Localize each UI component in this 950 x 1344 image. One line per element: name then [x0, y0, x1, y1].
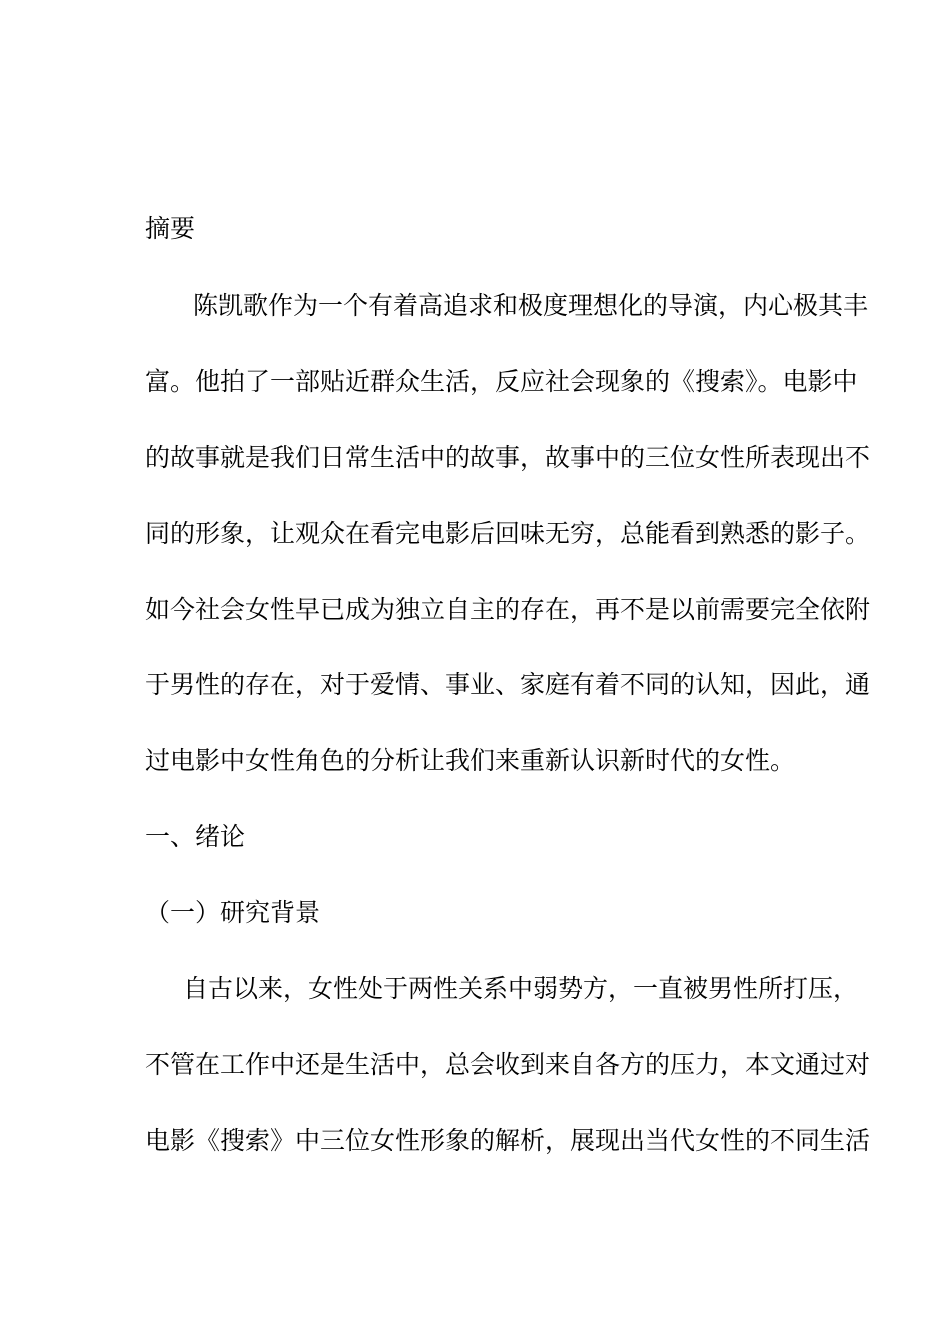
- subsection-heading: （一）研究背景: [145, 898, 321, 927]
- abstract-heading: 摘要: [145, 214, 196, 243]
- abstract-line-5: 如今社会女性早已成为独立自主的存在，再不是以前需要完全依附: [145, 595, 871, 624]
- body-line-2: 不管在工作中还是生活中，总会收到来自各方的压力，本文通过对: [145, 1050, 871, 1079]
- body-line-3: 电影《搜索》中三位女性形象的解析，展现出当代女性的不同生活: [145, 1126, 871, 1155]
- abstract-line-6: 于男性的存在，对于爱情、事业、家庭有着不同的认知，因此，通: [145, 670, 871, 699]
- abstract-line-7: 过电影中女性角色的分析让我们来重新认识新时代的女性。: [145, 746, 796, 775]
- abstract-line-1: 陈凯歌作为一个有着高追求和极度理想化的导演，内心极其丰: [193, 291, 869, 320]
- abstract-line-3: 的故事就是我们日常生活中的故事，故事中的三位女性所表现出不: [145, 443, 871, 472]
- body-line-1: 自古以来，女性处于两性关系中弱势方，一直被男性所打压，: [183, 974, 859, 1003]
- section-heading: 一、绪论: [145, 822, 246, 851]
- abstract-line-4: 同的形象，让观众在看完电影后回味无穷，总能看到熟悉的影子。: [145, 519, 871, 548]
- abstract-line-2: 富。他拍了一部贴近群众生活，反应社会现象的《搜索》。电影中: [145, 367, 858, 396]
